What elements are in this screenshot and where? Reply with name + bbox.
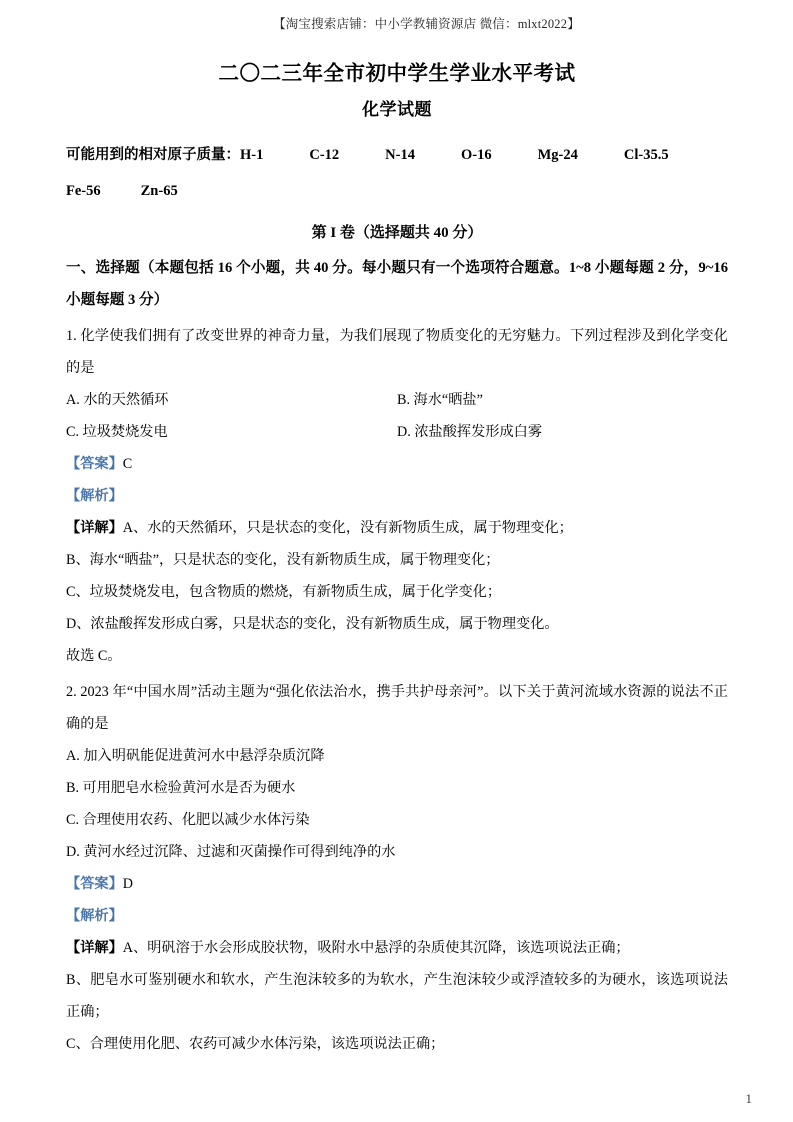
analysis-tag: 【解析】 — [66, 908, 123, 924]
page-number: 1 — [745, 1091, 752, 1106]
mass-n: N-14 — [385, 147, 415, 163]
mass-c: C-12 — [309, 147, 340, 163]
question-block — [66, 676, 728, 1060]
question-block — [66, 320, 728, 672]
question-stem — [66, 320, 728, 384]
paper-section-heading: 第 I 卷（选择题共 40 分） — [311, 225, 483, 241]
watermark-text: 【淘宝搜索店铺：中小学教辅资源店 微信：mlxt2022】 — [273, 17, 580, 31]
detail-line: C、合理使用化肥、农药可减少水体污染，该选项说法正确； — [66, 1036, 445, 1052]
detail-line: D、浓盐酸挥发形成白雾，只是状态的变化，没有新物质生成，属于物理变化。 — [66, 616, 559, 632]
answer-line — [66, 868, 728, 900]
question-stem-text: 2023 年“中国水周”活动主题为“强化依法治水，携手共护母亲河”。以下关于黄河流域水资源的说法不正确的是 — [66, 684, 728, 732]
option-a[interactable]: A. 水的天然循环 — [66, 392, 169, 408]
detail-line — [66, 512, 728, 544]
analysis-line — [66, 480, 728, 512]
question-stem — [66, 676, 728, 740]
detail-text: A、明矾溶于水会形成胶状物，吸附水中悬浮的杂质使其沉降，该选项说法正确； — [122, 940, 630, 956]
answer-tag: 【答案】 — [66, 456, 123, 472]
answer-tag: 【答案】 — [66, 876, 123, 892]
mass-cl: Cl-35.5 — [623, 147, 669, 163]
question-number: 1. — [66, 328, 77, 344]
option-c[interactable]: C. 垃圾焚烧发电 — [66, 424, 168, 440]
option-d[interactable]: D. 黄河水经过沉降、过滤和灭菌操作可得到纯净的水 — [66, 844, 396, 860]
option-list — [66, 384, 728, 448]
detail-tag: 【详解】 — [66, 940, 123, 956]
option-row — [66, 384, 728, 416]
mass-zn: Zn-65 — [140, 183, 178, 199]
option-d[interactable]: D. 浓盐酸挥发形成白雾 — [397, 424, 543, 440]
answer-value: D — [122, 876, 134, 892]
answer-value: C — [122, 456, 133, 472]
option-row — [66, 416, 728, 448]
page-subtitle: 化学试题 — [362, 100, 432, 119]
option-a[interactable]: A. 加入明矾能促进黄河水中悬浮杂质沉降 — [66, 748, 325, 764]
detail-line: C、垃圾焚烧发电，包含物质的燃烧，有新物质生成，属于化学变化； — [66, 584, 502, 600]
relative-atomic-masses-row-2 — [66, 174, 728, 208]
relative-atomic-masses-row-1 — [66, 138, 728, 172]
mass-mg: Mg-24 — [537, 147, 578, 163]
detail-text: A、水的天然循环，只是状态的变化，没有新物质生成，属于物理变化； — [122, 520, 573, 536]
option-b[interactable]: B. 海水“晒盐” — [397, 392, 483, 408]
page-title: 二〇二三年全市初中学生学业水平考试 — [218, 63, 576, 85]
question-number: 2. — [66, 684, 77, 700]
option-b[interactable]: B. 可用肥皂水检验黄河水是否为硬水 — [66, 780, 296, 796]
mass-h: H-1 — [240, 147, 264, 163]
detail-line: B、肥皂水可鉴别硬水和软水，产生泡沫较多的为软水，产生泡沫较少或浮渣较多的为硬水，该选项说法正确； — [66, 972, 728, 1020]
mass-fe: Fe-56 — [66, 183, 101, 199]
option-list — [66, 740, 728, 868]
question-stem-text: 化学使我们拥有了改变世界的神奇力量，为我们展现了物质变化的无穷魅力。下列过程涉及到化学变化的是 — [66, 328, 728, 376]
analysis-line — [66, 900, 728, 932]
document-content — [66, 58, 728, 1060]
paper-section-instructions: 一、选择题（本题包括 16 个小题，共 40 分。每小题只有一个选项符合题意。1~8 小题每题 2 分，9~16 小题每题 3 分） — [66, 260, 728, 308]
relative-atomic-masses-label: 可能用到的相对原子质量： — [66, 147, 240, 163]
option-c[interactable]: C. 合理使用农药、化肥以减少水体污染 — [66, 812, 310, 828]
conclusion-line: 故选 C。 — [66, 648, 122, 664]
answer-line — [66, 448, 728, 480]
mass-o: O-16 — [460, 147, 492, 163]
detail-line: B、海水“晒盐”，只是状态的变化，没有新物质生成，属于物理变化； — [66, 552, 500, 568]
detail-line — [66, 932, 728, 964]
analysis-tag: 【解析】 — [66, 488, 123, 504]
detail-tag: 【详解】 — [66, 520, 123, 536]
